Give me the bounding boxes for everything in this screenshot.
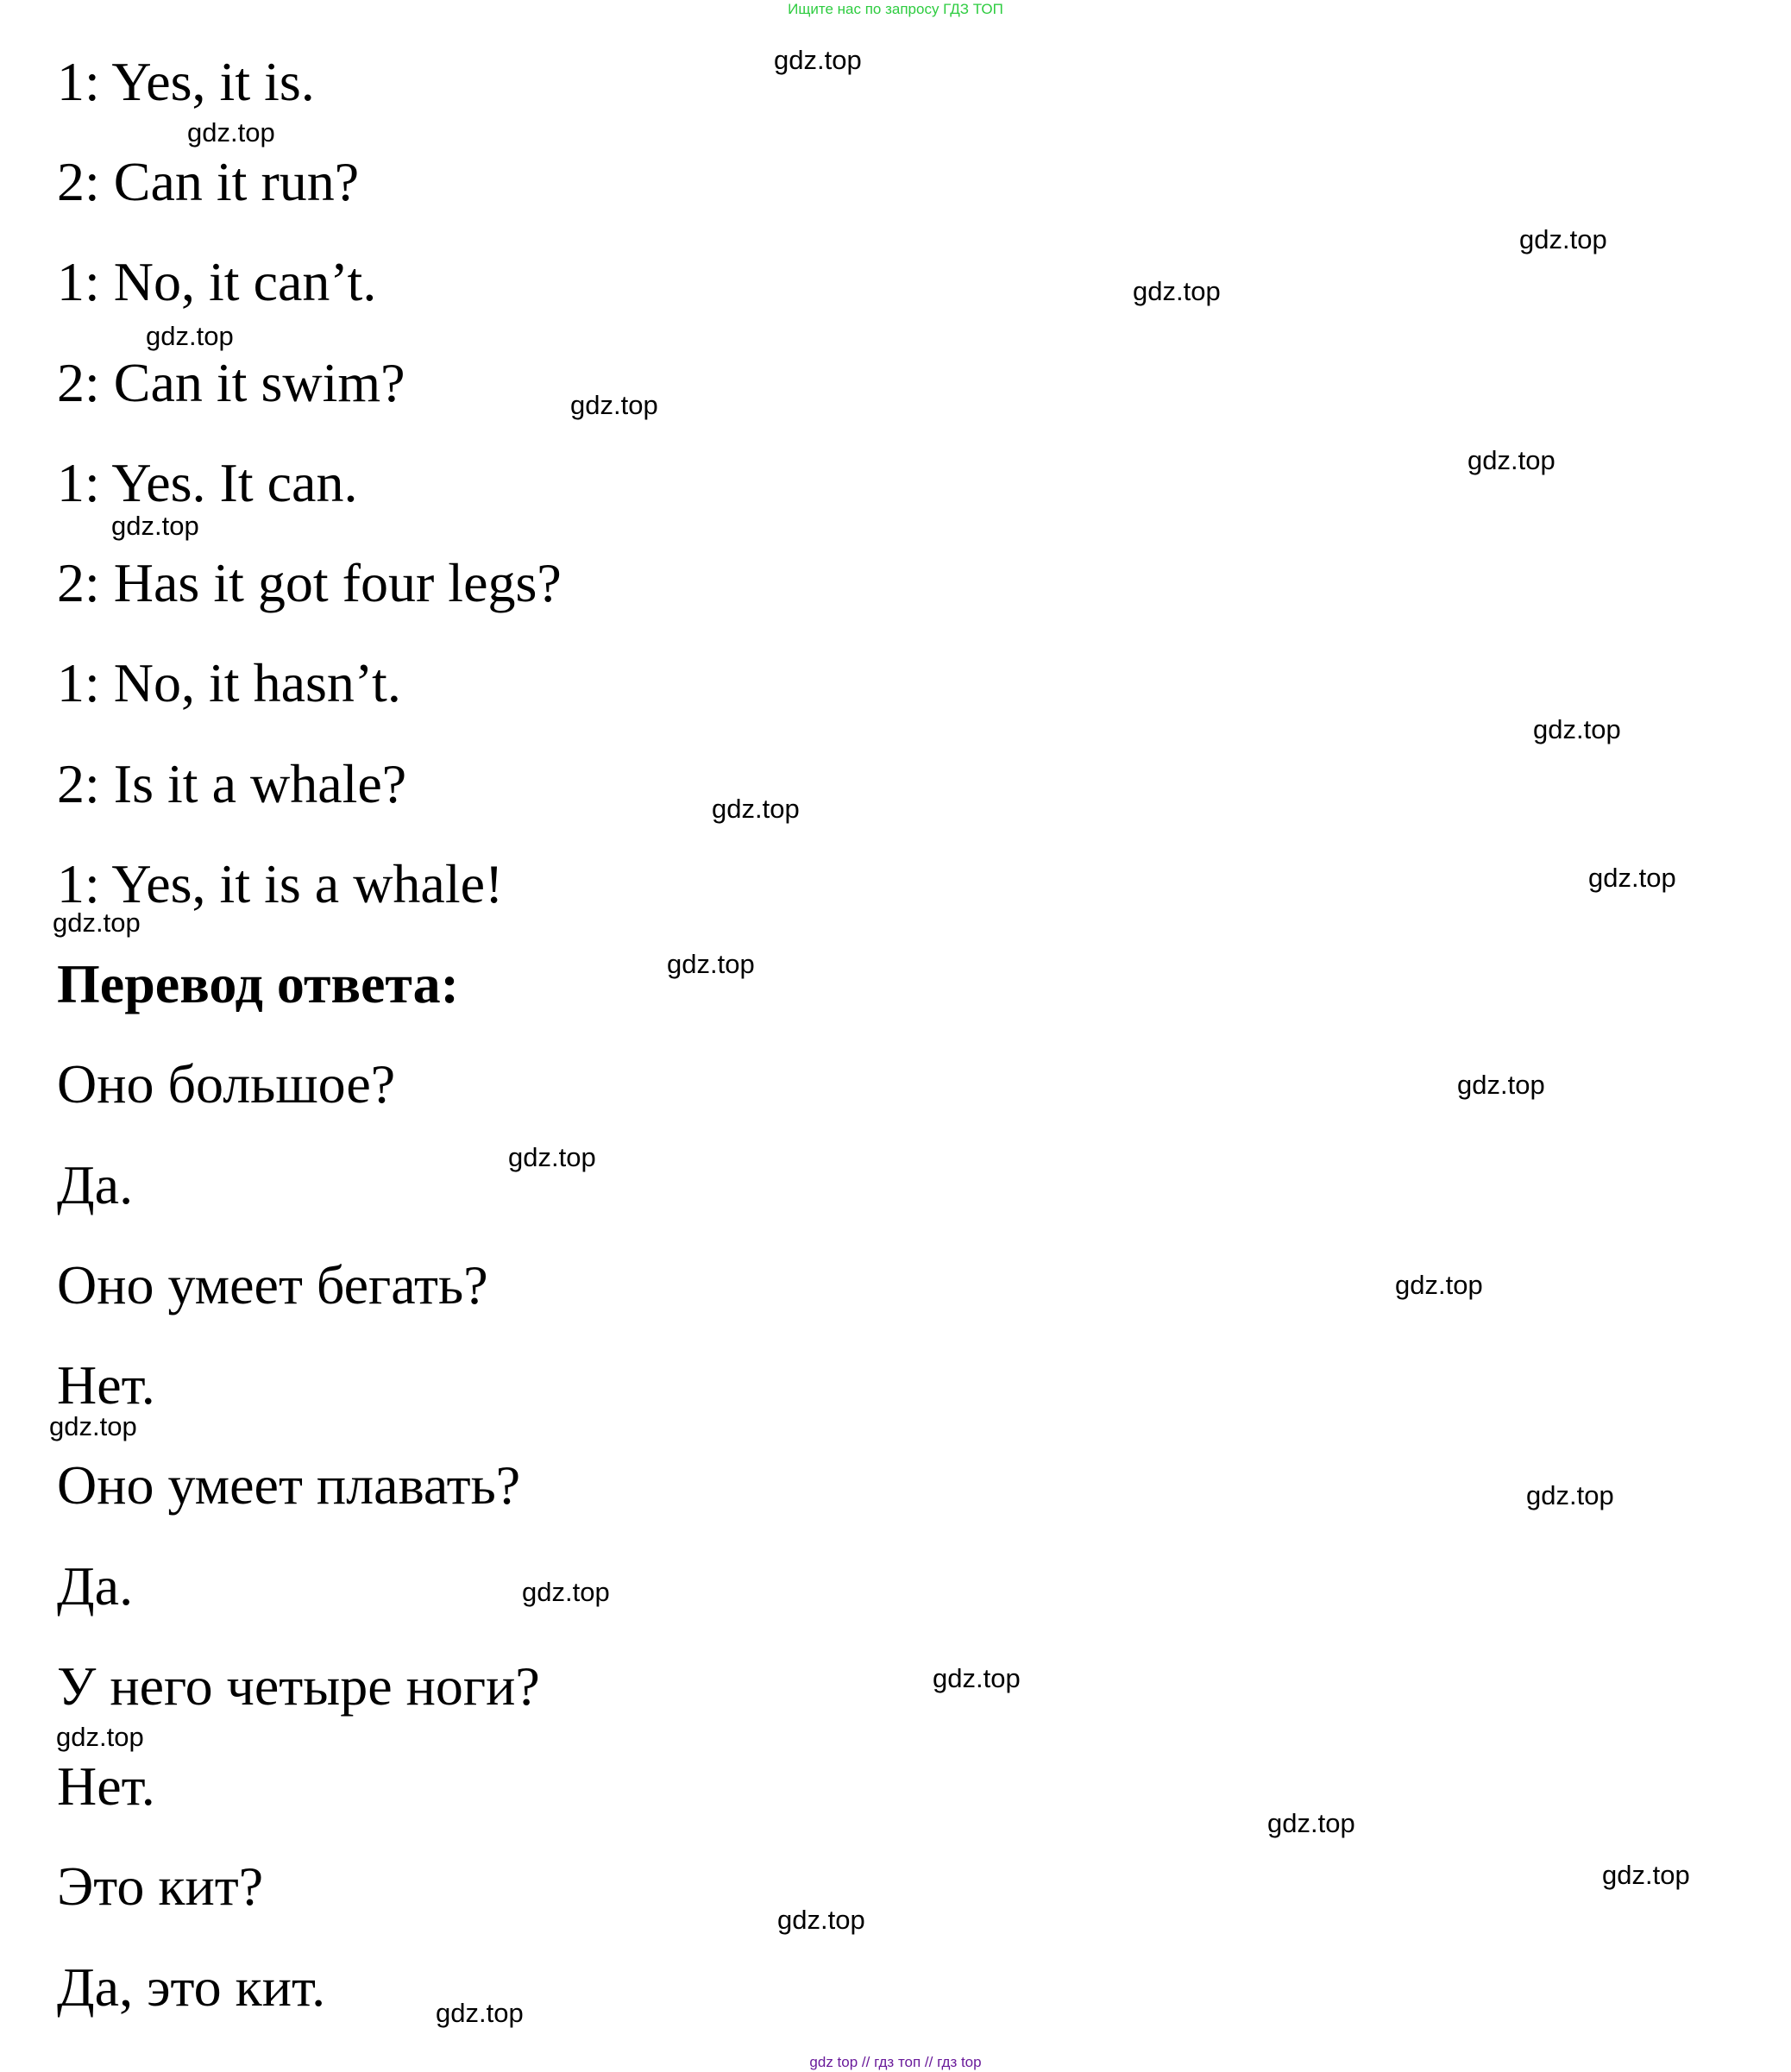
translation-line: Оно большое? (57, 1053, 396, 1114)
watermark: gdz.top (1133, 276, 1221, 306)
watermark: gdz.top (436, 1998, 524, 2028)
watermark: gdz.top (187, 117, 275, 148)
watermark: gdz.top (1588, 863, 1676, 893)
dialogue-line: 2: Can it swim? (57, 352, 405, 413)
translation-line: Да. (57, 1555, 134, 1617)
dialogue-line: 2: Can it run? (57, 151, 360, 212)
dialogue-line: 1: No, it can’t. (57, 251, 377, 312)
watermark: gdz.top (1533, 714, 1621, 744)
watermark: gdz.top (49, 1411, 137, 1441)
watermark: gdz.top (570, 390, 658, 420)
dialogue-line: 1: No, it hasn’t. (57, 652, 401, 713)
watermark: gdz.top (522, 1577, 610, 1607)
translation-line: Оно умеет плавать? (57, 1454, 521, 1516)
translation-line: Нет. (57, 1354, 155, 1416)
translation-line: Да. (57, 1154, 134, 1215)
translation-line: Оно умеет бегать? (57, 1254, 488, 1315)
translation-line: У него четыре ноги? (57, 1655, 540, 1717)
watermark: gdz.top (933, 1663, 1021, 1693)
translation-line: Нет. (57, 1755, 155, 1817)
dialogue-line: 2: Is it a whale? (57, 753, 407, 814)
dialogue-line: 1: Yes, it is a whale! (57, 853, 504, 914)
watermark: gdz.top (1467, 445, 1555, 475)
watermark: gdz.top (777, 1905, 865, 1935)
watermark: gdz.top (1526, 1480, 1614, 1510)
watermark: gdz.top (146, 321, 234, 351)
watermark: gdz.top (56, 1722, 144, 1752)
dialogue-line: 1: Yes. It can. (57, 452, 358, 513)
watermark: gdz.top (53, 907, 141, 938)
dialogue-line: 2: Has it got four legs? (57, 552, 562, 613)
watermark: gdz.top (712, 794, 800, 824)
watermark: gdz.top (667, 949, 755, 979)
watermark: gdz.top (1267, 1808, 1355, 1838)
watermark: gdz.top (1602, 1860, 1690, 1890)
translation-line: Это кит? (57, 1855, 264, 1917)
watermark: gdz.top (1519, 224, 1607, 254)
watermark: gdz.top (508, 1142, 596, 1172)
watermark: gdz.top (1395, 1270, 1483, 1300)
footer: gdz top // гдз топ // гдз top (809, 2054, 982, 2070)
watermark: gdz.top (774, 45, 862, 75)
watermark: gdz.top (1457, 1070, 1545, 1100)
watermark: gdz.top (111, 511, 199, 541)
translation-heading: Перевод ответа: (57, 953, 459, 1014)
translation-line: Да, это кит. (57, 1956, 326, 2018)
top-banner: Ищите нас по запросу ГДЗ ТОП (788, 1, 1003, 17)
dialogue-line: 1: Yes, it is. (57, 51, 315, 112)
